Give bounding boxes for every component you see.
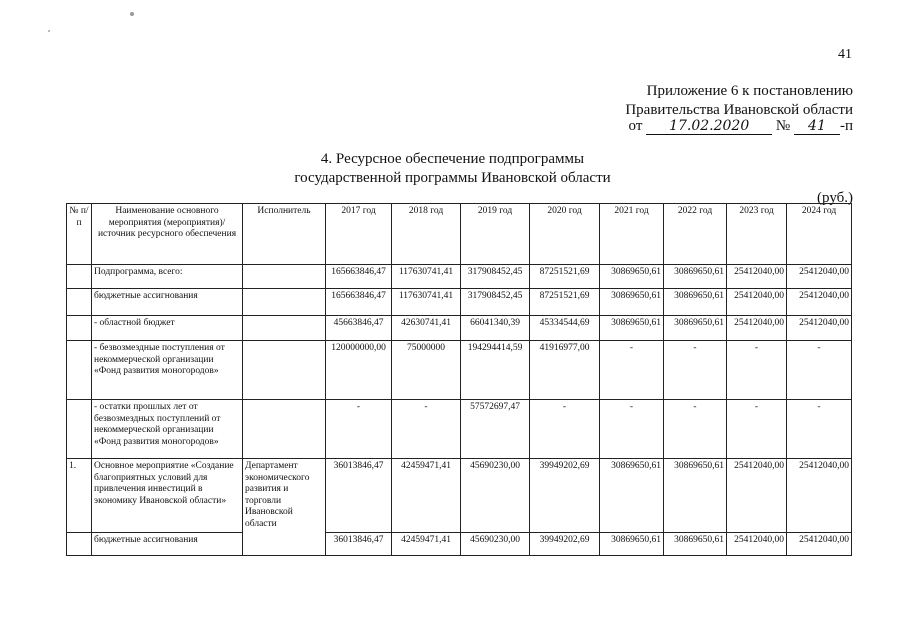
value-cell: - [530, 400, 600, 459]
value-cell: 25412040,00 [727, 265, 787, 289]
value-cell: 30869650,61 [664, 265, 727, 289]
header-name: Наименование основного мероприятия (мероприятия)/источник ресурсного обеспечения [92, 204, 243, 265]
value-cell: - [787, 341, 852, 400]
row-executor-cell [243, 316, 326, 341]
header-executor: Исполнитель [243, 204, 326, 265]
handwritten-date: 17.02.2020 [646, 118, 772, 135]
value-cell: 317908452,45 [461, 289, 530, 316]
table-row [67, 289, 852, 316]
value-cell: 30869650,61 [600, 265, 664, 289]
row-executor-cell [243, 265, 326, 289]
header-2021: 2021 год [600, 204, 664, 265]
header-2019: 2019 год [461, 204, 530, 265]
value-cell: 45334544,69 [530, 316, 600, 341]
table-row [67, 533, 852, 556]
row-name-cell: - безвозмездные поступления от некоммерческой организации «Фонд развития моногородов» [92, 341, 243, 400]
decree-reference [629, 118, 853, 135]
value-cell: 165663846,47 [326, 289, 392, 316]
handwritten-number: 41 [794, 118, 840, 135]
value-cell: 42630741,41 [392, 316, 461, 341]
value-cell: 45663846,47 [326, 316, 392, 341]
row-number-cell [67, 400, 92, 459]
value-cell: - [600, 341, 664, 400]
value-cell: - [727, 400, 787, 459]
value-cell: 25412040,00 [787, 533, 852, 556]
value-cell: 30869650,61 [664, 533, 727, 556]
value-cell: 30869650,61 [600, 459, 664, 533]
value-cell: 30869650,61 [664, 289, 727, 316]
value-cell: 194294414,59 [461, 341, 530, 400]
value-cell: 25412040,00 [727, 289, 787, 316]
value-cell: 25412040,00 [727, 533, 787, 556]
row-executor-cell: Департамент экономического развития и торговли Ивановской области [243, 459, 326, 556]
value-cell: 120000000,00 [326, 341, 392, 400]
row-number-cell [67, 341, 92, 400]
value-cell: 30869650,61 [664, 316, 727, 341]
table-row [67, 265, 852, 289]
value-cell: 117630741,41 [392, 265, 461, 289]
value-cell: 39949202,69 [530, 459, 600, 533]
value-cell: 25412040,00 [787, 316, 852, 341]
table-row [67, 316, 852, 341]
row-name-cell: Подпрограмма, всего: [92, 265, 243, 289]
value-cell: 30869650,61 [600, 533, 664, 556]
value-cell: - [787, 400, 852, 459]
header-2020: 2020 год [530, 204, 600, 265]
appendix-line-2: Правительства Ивановской области [625, 102, 853, 118]
value-cell: - [392, 400, 461, 459]
row-number-cell [67, 265, 92, 289]
from-label: от [628, 118, 643, 134]
value-cell: 30869650,61 [600, 316, 664, 341]
header-2018: 2018 год [392, 204, 461, 265]
value-cell: 165663846,47 [326, 265, 392, 289]
value-cell: 25412040,00 [787, 289, 852, 316]
row-number-cell [67, 289, 92, 316]
table-row [67, 459, 852, 533]
appendix-line-1: Приложение 6 к постановлению [646, 83, 853, 99]
value-cell: - [727, 341, 787, 400]
row-number-cell [67, 316, 92, 341]
value-cell: - [664, 400, 727, 459]
title-line-2: государственной программы Ивановской области [294, 170, 611, 186]
row-executor-cell [243, 341, 326, 400]
value-cell: 317908452,45 [461, 265, 530, 289]
value-cell: 30869650,61 [600, 289, 664, 316]
value-cell: 39949202,69 [530, 533, 600, 556]
value-cell: - [664, 341, 727, 400]
value-cell: 117630741,41 [392, 289, 461, 316]
value-cell: 30869650,61 [664, 459, 727, 533]
value-cell: 36013846,47 [326, 533, 392, 556]
number-label: № [775, 118, 791, 134]
value-cell: 42459471,41 [392, 533, 461, 556]
value-cell: 45690230,00 [461, 533, 530, 556]
header-2024: 2024 год [787, 204, 852, 265]
value-cell: 41916977,00 [530, 341, 600, 400]
table-row [67, 341, 852, 400]
currency-unit: (руб.) [817, 190, 853, 206]
row-name-cell: бюджетные ассигнования [92, 289, 243, 316]
scan-speck [130, 12, 134, 16]
header-2022: 2022 год [664, 204, 727, 265]
value-cell: 25412040,00 [787, 265, 852, 289]
page-number: 41 [838, 47, 852, 62]
value-cell: 25412040,00 [727, 459, 787, 533]
value-cell: 66041340,39 [461, 316, 530, 341]
value-cell: 25412040,00 [727, 316, 787, 341]
row-number-cell: 1. [67, 459, 92, 533]
row-name-cell: бюджетные ассигнования [92, 533, 243, 556]
section-title [0, 150, 905, 188]
value-cell: 25412040,00 [787, 459, 852, 533]
table-row [67, 400, 852, 459]
appendix-header [625, 82, 853, 120]
value-cell: 45690230,00 [461, 459, 530, 533]
scan-speck [48, 30, 50, 32]
number-suffix: -п [839, 118, 853, 134]
row-name-cell: Основное мероприятие «Создание благоприятных условий для привлечения инвестиций в экономику Ивановской области» [92, 459, 243, 533]
value-cell: - [326, 400, 392, 459]
table-header-row [67, 204, 852, 265]
header-2017: 2017 год [326, 204, 392, 265]
value-cell: 57572697,47 [461, 400, 530, 459]
header-2023: 2023 год [727, 204, 787, 265]
header-num: № п/п [67, 204, 92, 265]
value-cell: - [600, 400, 664, 459]
row-executor-cell [243, 289, 326, 316]
row-executor-cell [243, 400, 326, 459]
row-name-cell: - остатки прошлых лет от безвозмездных поступлений от некоммерческой организации «Фонд развития моногородов» [92, 400, 243, 459]
title-line-1: 4. Ресурсное обеспечение подпрограммы [320, 151, 585, 167]
value-cell: 87251521,69 [530, 289, 600, 316]
row-number-cell [67, 533, 92, 556]
value-cell: 87251521,69 [530, 265, 600, 289]
row-name-cell: - областной бюджет [92, 316, 243, 341]
value-cell: 75000000 [392, 341, 461, 400]
value-cell: 42459471,41 [392, 459, 461, 533]
resource-table [66, 203, 852, 556]
value-cell: 36013846,47 [326, 459, 392, 533]
